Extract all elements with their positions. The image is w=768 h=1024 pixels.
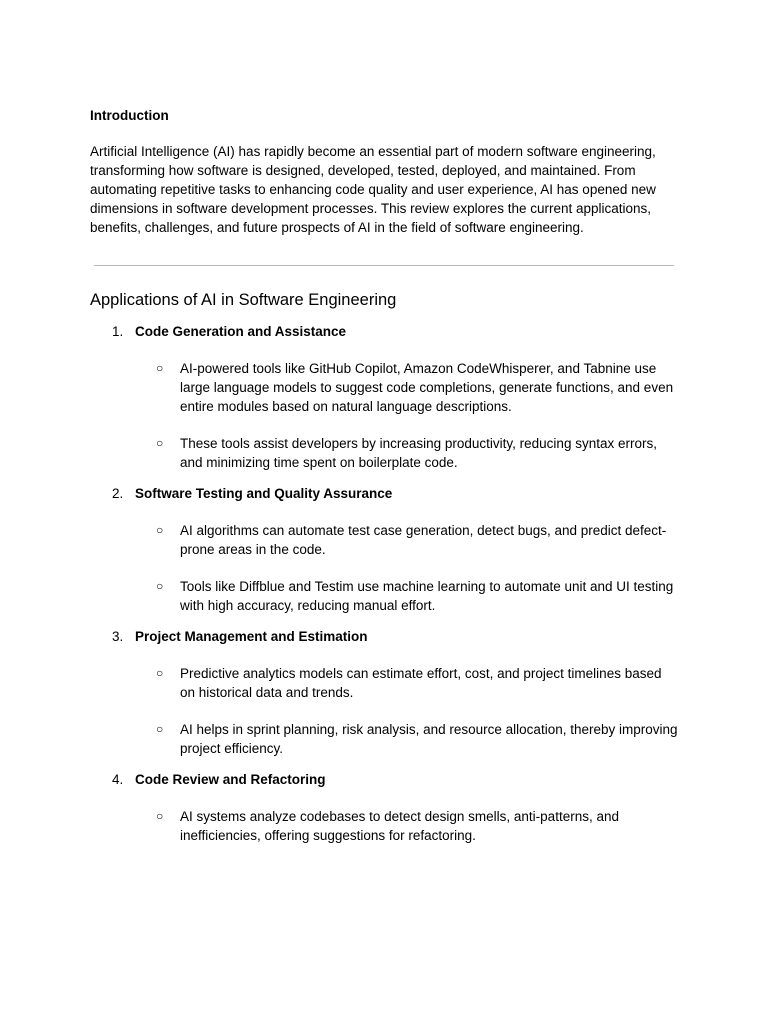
list-item-heading: [90, 627, 680, 646]
intro-paragraph: Artificial Intelligence (AI) has rapidly become an essential part of modern software engineering, transforming how software is designed, developed, tested, deployed, and maintained. From automating repetitive tasks to enhancing code quality and user experience, AI has opened new dimensions in software development processes. This review explores the current applications, benefits, challenges, and future prospects of AI in the field of software engineering.: [90, 144, 656, 235]
list-item-title: Software Testing and Quality Assurance: [135, 486, 393, 501]
list-item-number: 3.: [112, 629, 124, 644]
sub-bullet-list: [90, 359, 680, 472]
list-item-heading: [90, 770, 680, 789]
list-item-number: 2.: [112, 486, 124, 501]
sub-bullet-text: AI systems analyze codebases to detect design smells, anti-patterns, and inefficiencies, offering suggestions for refactoring.: [180, 809, 619, 843]
list-item-number: 1.: [112, 324, 124, 339]
sub-bullet-item: [90, 664, 680, 702]
sub-bullet-item: [90, 577, 680, 615]
hollow-circle-bullet-icon: ○: [156, 361, 164, 375]
hollow-circle-bullet-icon: ○: [156, 579, 164, 593]
hollow-circle-bullet-icon: ○: [156, 722, 164, 736]
sub-bullet-item: [90, 807, 680, 845]
list-item-heading: [90, 484, 680, 503]
list-item-number: 4.: [112, 772, 124, 787]
sub-bullet-text: Tools like Diffblue and Testim use machine learning to automate unit and UI testing with high accuracy, reducing manual effort.: [180, 579, 674, 613]
sub-bullet-text: These tools assist developers by increasing productivity, reducing syntax errors, and minimizing time spent on boilerplate code.: [180, 436, 657, 470]
sub-bullet-text: AI algorithms can automate test case generation, detect bugs, and predict defect-prone areas in the code.: [180, 523, 667, 557]
sub-bullet-list: [90, 664, 680, 758]
list-item: [90, 770, 680, 845]
sub-bullet-item: [90, 521, 680, 559]
hollow-circle-bullet-icon: ○: [156, 666, 164, 680]
horizontal-divider: [94, 265, 674, 266]
list-item: [90, 484, 680, 615]
sub-bullet-item: [90, 359, 680, 416]
list-item: [90, 627, 680, 758]
sub-bullet-list: [90, 521, 680, 615]
sub-bullet-text: AI helps in sprint planning, risk analysis, and resource allocation, thereby improving project efficiency.: [180, 722, 678, 756]
list-item-title: Project Management and Estimation: [135, 629, 368, 644]
sub-bullet-item: [90, 720, 680, 758]
section-title: Applications of AI in Software Engineering: [90, 291, 397, 309]
list-item-heading: [90, 322, 680, 341]
applications-list: [90, 322, 680, 845]
sub-bullet-text: AI-powered tools like GitHub Copilot, Amazon CodeWhisperer, and Tabnine use large language models to suggest code completions, generate functions, and even entire modules based on natural language descriptions.: [180, 361, 674, 414]
list-item-title: Code Generation and Assistance: [135, 324, 347, 339]
intro-heading: Introduction: [90, 108, 169, 123]
hollow-circle-bullet-icon: ○: [156, 523, 164, 537]
list-item-title: Code Review and Refactoring: [135, 772, 326, 787]
hollow-circle-bullet-icon: ○: [156, 436, 164, 450]
sub-bullet-list: [90, 807, 680, 845]
list-item: [90, 322, 680, 472]
sub-bullet-text: Predictive analytics models can estimate effort, cost, and project timelines based on historical data and trends.: [180, 666, 662, 700]
sub-bullet-item: [90, 434, 680, 472]
hollow-circle-bullet-icon: ○: [156, 809, 164, 823]
document-page: [90, 106, 680, 857]
